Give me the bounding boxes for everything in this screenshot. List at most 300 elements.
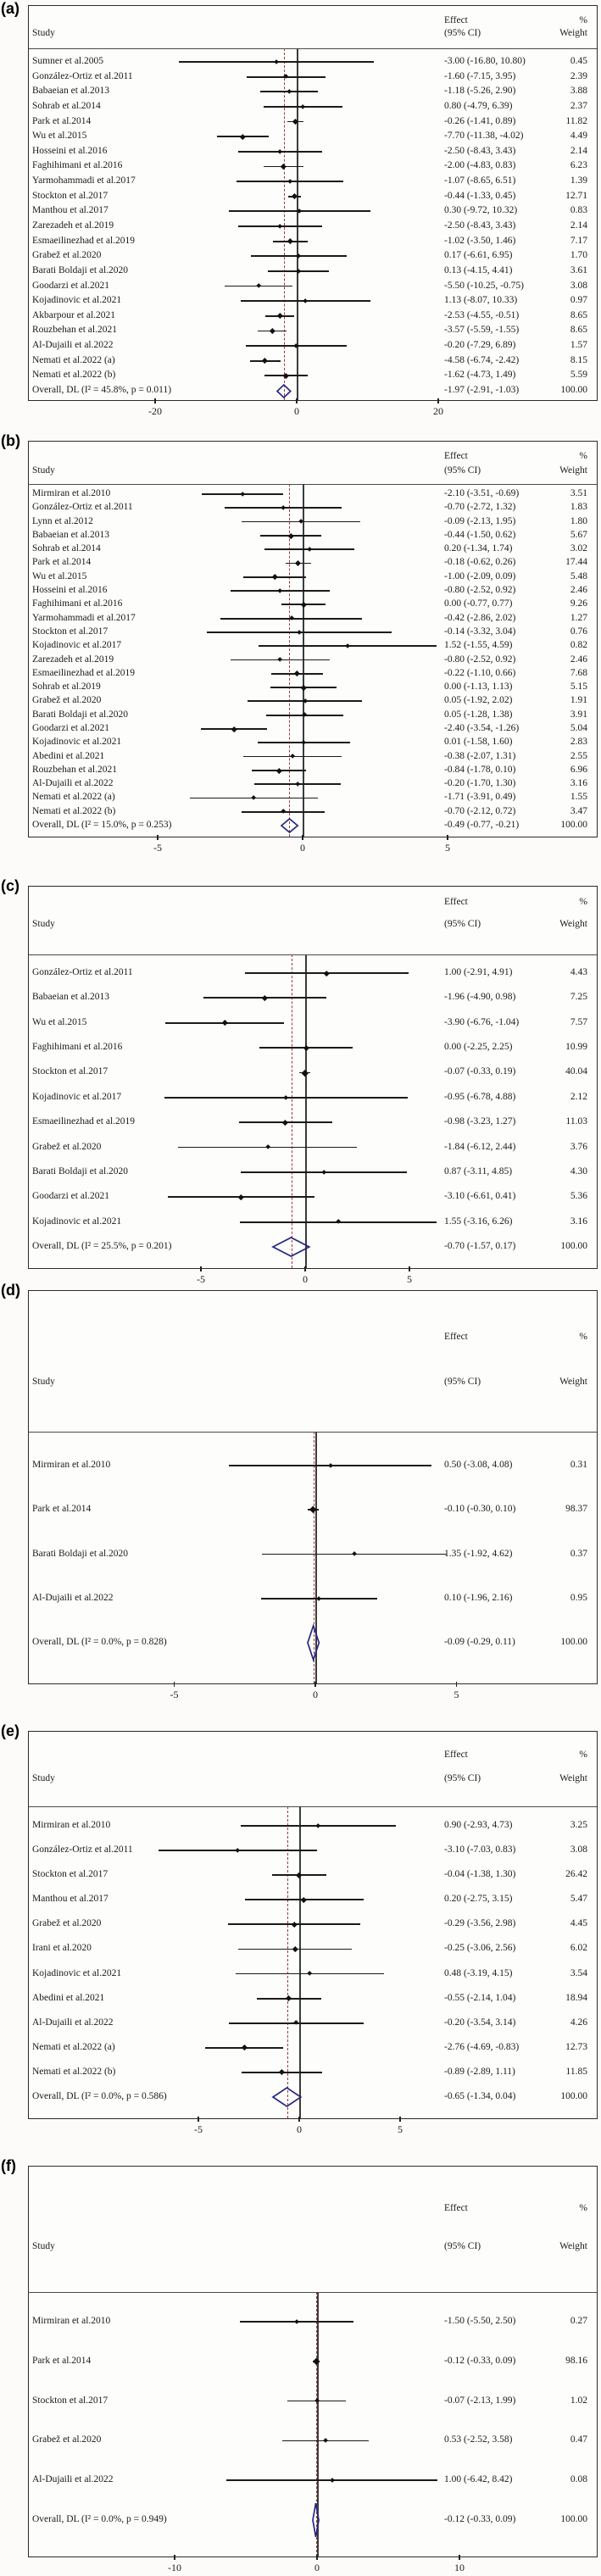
effect-value: -0.70 (-2.72, 1.32) (444, 502, 516, 513)
panel-label-d: (d) (1, 1282, 20, 1299)
study-name: Mirmiran et al.2010 (32, 1460, 111, 1470)
ci-marker (276, 768, 282, 774)
study-name: González-Ortiz et al.2011 (32, 967, 133, 977)
effect-value: 0.48 (-3.19, 4.15) (444, 1967, 513, 1978)
effect-value: -1.97 (-2.91, -1.03) (444, 385, 520, 395)
ci-marker (272, 575, 277, 580)
study-name: González-Ortiz et al.2011 (32, 502, 133, 513)
weight-value: 1.80 (570, 515, 587, 526)
weight-value: 1.55 (570, 792, 587, 803)
weight-value: 12.71 (565, 190, 587, 201)
axis-tick-label: 5 (407, 1273, 412, 1285)
weight-value: 3.25 (570, 1820, 587, 1830)
study-name: Park et al.2014 (32, 557, 92, 568)
overall-diamond (313, 2503, 319, 2537)
study-name: Kojadinovic et al.2017 (32, 640, 122, 651)
ci-marker (281, 810, 286, 815)
study-name: Goodarzi et al.2021 (32, 280, 110, 291)
effect-value: -3.10 (-7.03, 0.83) (444, 1844, 516, 1855)
weight-value: 2.83 (570, 737, 587, 748)
axis-tick-label: 5 (445, 842, 450, 854)
ci-marker (274, 59, 279, 64)
ci-marker (301, 685, 306, 690)
study-name: Barati Boldaji et al.2020 (32, 1166, 129, 1177)
column-header-pct: % (579, 15, 587, 25)
weight-value: 0.27 (570, 2316, 587, 2326)
axis-tick-label: -5 (153, 842, 162, 854)
pooled-estimate-dashed-line (284, 48, 285, 400)
ci-marker (282, 1120, 288, 1126)
header-divider (29, 1806, 597, 1807)
effect-value: -5.50 (-10.25, -0.75) (444, 280, 524, 291)
study-name: Al-Dujaili et al.2022 (32, 1592, 114, 1603)
study-name: Faghihimani et al.2016 (32, 160, 123, 171)
panel-label-a: (a) (1, 0, 19, 17)
overall-diamond (277, 385, 291, 398)
study-name: Sumner et al.2005 (32, 56, 103, 66)
study-name: Wu et al.2015 (32, 570, 87, 581)
effect-value: -2.53 (-4.55, -0.51) (444, 309, 520, 320)
effect-value: -0.22 (-1.10, 0.66) (444, 667, 516, 678)
study-name: Rouzbehan et al.2021 (32, 325, 117, 336)
ci-marker (324, 971, 329, 976)
column-header-effect: Effect (444, 2203, 468, 2213)
axis-tick-label: -10 (168, 2562, 181, 2573)
axis-tick-mark (447, 835, 448, 840)
effect-value: -0.26 (-1.41, 0.89) (444, 115, 516, 126)
column-header-effect: Effect (444, 15, 468, 25)
weight-value: 5.48 (570, 570, 587, 581)
column-header-effect: Effect (444, 1332, 468, 1342)
effect-value: -1.02 (-3.50, 1.46) (444, 235, 516, 246)
weight-value: 0.08 (570, 2474, 587, 2485)
effect-value: -0.44 (-1.33, 0.45) (444, 190, 516, 201)
column-header-weight: Weight (559, 1773, 587, 1783)
weight-value: 9.26 (570, 598, 587, 609)
study-name: Manthou et al.2017 (32, 1894, 109, 1905)
weight-value: 1.83 (570, 502, 587, 513)
axis-tick-mark (314, 1682, 316, 1687)
weight-value: 8.65 (570, 309, 587, 320)
effect-value: -3.57 (-5.59, -1.55) (444, 325, 520, 336)
ci-marker (336, 1220, 341, 1225)
header-divider (29, 1432, 597, 1433)
study-name: González-Ortiz et al.2011 (32, 1844, 133, 1855)
column-header-effect: Effect (444, 451, 468, 461)
column-header-study: Study (32, 465, 55, 476)
column-header-study: Study (32, 1377, 55, 1387)
weight-value: 40.04 (565, 1066, 587, 1077)
axis-tick-label: 10 (454, 2562, 465, 2573)
effect-value: 0.10 (-1.96, 2.16) (444, 1592, 513, 1603)
axis-tick-label: 0 (294, 405, 299, 417)
ci-marker (281, 505, 286, 510)
column-header-study: Study (32, 1773, 55, 1783)
weight-value: 12.73 (565, 2041, 587, 2052)
ci-marker (290, 754, 295, 759)
study-name: Park et al.2014 (32, 1504, 92, 1515)
weight-value: 17.44 (565, 557, 587, 568)
header-divider (29, 48, 597, 49)
effect-value: -2.50 (-8.43, 3.43) (444, 220, 516, 231)
ci-marker (294, 670, 300, 676)
effect-value: -1.60 (-7.15, 3.95) (444, 70, 516, 81)
overall-label: Overall, DL (I² = 45.8%, p = 0.011) (32, 385, 172, 395)
study-name: Park et al.2014 (32, 2355, 92, 2366)
axis-tick-label: 5 (454, 1689, 459, 1700)
panel-box-d (28, 1290, 598, 1684)
axis-tick-mark (304, 1266, 306, 1271)
weight-value: 98.37 (565, 1504, 587, 1515)
weight-value: 2.14 (570, 220, 587, 231)
effect-value: -0.18 (-0.62, 0.26) (444, 557, 516, 568)
weight-value: 3.47 (570, 805, 587, 816)
axis-tick-label: 0 (303, 1273, 308, 1285)
study-name: Wu et al.2015 (32, 131, 87, 142)
axis-tick-label: 0 (300, 842, 305, 854)
ci-marker (302, 1897, 307, 1902)
axis-tick-label: 0 (297, 2123, 302, 2135)
study-name: Stockton et al.2017 (32, 190, 109, 201)
ci-marker (277, 224, 282, 229)
effect-value: -3.10 (-6.61, 0.41) (444, 1191, 516, 1202)
weight-value: 18.94 (565, 1992, 587, 2003)
effect-value: 0.30 (-9.72, 10.32) (444, 205, 518, 216)
study-name: Wu et al.2015 (32, 1016, 87, 1027)
study-name: Park et al.2014 (32, 115, 92, 126)
study-name: Stockton et al.2017 (32, 1066, 109, 1077)
axis-tick-label: 0 (314, 2562, 320, 2573)
column-header-pct: % (579, 897, 587, 907)
ci-marker (292, 1946, 298, 1951)
ci-marker (278, 588, 283, 593)
study-name: Stockton et al.2017 (32, 1869, 109, 1880)
weight-value: 6.02 (570, 1943, 587, 1954)
effect-value: -4.58 (-6.74, -2.42) (444, 354, 520, 365)
weight-value: 1.91 (570, 695, 587, 706)
weight-value: 2.12 (570, 1091, 587, 1102)
study-name: Grabež et al.2020 (32, 1918, 102, 1929)
ci-marker (222, 1020, 228, 1026)
study-name: Rouzbehan et al.2021 (32, 764, 117, 775)
axis-tick-label: 20 (433, 405, 443, 417)
study-name: Babaeian et al.2013 (32, 529, 110, 540)
study-name: Hosseini et al.2016 (32, 145, 108, 156)
study-name: Stockton et al.2017 (32, 2395, 109, 2406)
overall-diamond (281, 819, 298, 832)
weight-value: 2.37 (570, 100, 587, 111)
axis-tick-mark (174, 1682, 175, 1687)
study-name: Grabež et al.2020 (32, 1141, 102, 1152)
effect-value: -0.98 (-3.23, 1.27) (444, 1116, 516, 1127)
effect-value: -0.44 (-1.50, 0.62) (444, 529, 516, 540)
weight-value: 1.39 (570, 175, 587, 186)
weight-value: 7.68 (570, 667, 587, 678)
effect-value: 1.00 (-2.91, 4.91) (444, 967, 513, 977)
study-name: Al-Dujaili et al.2022 (32, 2017, 114, 2028)
ci-marker (239, 1194, 244, 1199)
ci-marker (321, 1170, 326, 1175)
effect-value: 0.20 (-2.75, 3.15) (444, 1894, 513, 1905)
weight-value: 11.03 (565, 1116, 587, 1127)
effect-value: 0.90 (-2.93, 4.73) (444, 1820, 513, 1830)
weight-value: 100.00 (560, 2091, 587, 2101)
weight-value: 5.59 (570, 370, 587, 381)
ci-marker (278, 657, 283, 662)
effect-value: 0.00 (-1.13, 1.13) (444, 682, 513, 693)
study-name: Barati Boldaji et al.2020 (32, 709, 129, 720)
ci-marker (314, 2399, 320, 2404)
effect-value: -2.40 (-3.54, -1.26) (444, 722, 520, 733)
study-name: Faghihimani et al.2016 (32, 1042, 123, 1053)
panel-label-f: (f) (1, 2157, 16, 2174)
effect-value: -1.18 (-5.26, 2.90) (444, 86, 516, 97)
study-name: Sohrab et al.2014 (32, 100, 101, 111)
study-name: Nemati et al.2022 (b) (32, 370, 116, 381)
effect-value: -0.20 (-3.54, 3.14) (444, 2017, 516, 2028)
ci-marker (301, 104, 306, 109)
effect-value: -0.65 (-1.34, 0.04) (444, 2091, 516, 2101)
ci-marker (316, 1596, 321, 1601)
panel-box-c (28, 886, 598, 1269)
column-header-study: Study (32, 2241, 55, 2251)
study-name: Nemati et al.2022 (a) (32, 354, 115, 365)
column-header-ci: (95% CI) (444, 1773, 481, 1783)
study-name: Grabež et al.2020 (32, 695, 102, 706)
study-name: Yarmohammadi et al.2017 (32, 175, 136, 186)
study-name: Esmaeilinezhad et al.2019 (32, 1116, 136, 1127)
panel-label-e: (e) (1, 1722, 19, 1739)
effect-value: 0.05 (-1.92, 2.02) (444, 695, 513, 706)
effect-value: 0.13 (-4.15, 4.41) (444, 264, 513, 275)
effect-value: 0.87 (-3.11, 4.85) (444, 1166, 513, 1177)
effect-value: -1.50 (-5.50, 2.50) (444, 2316, 516, 2326)
column-header-weight: Weight (559, 465, 587, 476)
effect-value: -0.09 (-2.13, 1.95) (444, 515, 516, 526)
study-name: Al-Dujaili et al.2022 (32, 2474, 114, 2485)
axis-tick-mark (157, 835, 159, 840)
weight-value: 3.08 (570, 280, 587, 291)
ci-marker (287, 179, 292, 184)
axis-tick-mark (174, 2555, 175, 2560)
weight-value: 4.49 (570, 131, 587, 142)
effect-value: -0.12 (-0.33, 0.09) (444, 2355, 516, 2366)
overall-diamond (273, 2088, 301, 2106)
weight-value: 3.88 (570, 86, 587, 97)
column-header-ci: (95% CI) (444, 28, 481, 38)
axis-tick-mark (456, 1682, 458, 1687)
effect-value: -0.70 (-2.12, 0.72) (444, 805, 516, 816)
weight-value: 3.61 (570, 264, 587, 275)
weight-value: 100.00 (560, 1637, 587, 1647)
study-name: Akbarpour et al.2021 (32, 309, 116, 320)
effect-value: -0.55 (-2.14, 1.04) (444, 1992, 516, 2003)
weight-value: 6.96 (570, 764, 587, 775)
column-header-weight: Weight (559, 1377, 587, 1387)
axis-tick-mark (399, 2117, 401, 2122)
study-name: Goodarzi et al.2021 (32, 722, 110, 733)
ci-marker (293, 2021, 298, 2026)
study-name: Esmaeilinezhad et al.2019 (32, 235, 136, 246)
effect-value: -0.80 (-2.52, 0.92) (444, 585, 516, 596)
ci-marker (352, 1552, 357, 1557)
effect-value: -7.70 (-11.38, -4.02) (444, 131, 524, 142)
study-name: Irani et al.2020 (32, 1943, 92, 1954)
effect-value: -0.95 (-6.78, 4.88) (444, 1091, 516, 1102)
study-name: Grabež et al.2020 (32, 250, 102, 261)
weight-value: 3.51 (570, 488, 587, 498)
ci-marker (281, 164, 286, 169)
axis-tick-label: -5 (194, 2123, 203, 2135)
study-name: Zarezadeh et al.2019 (32, 220, 114, 231)
axis-tick-mark (409, 1266, 410, 1271)
effect-value: -0.20 (-7.29, 6.89) (444, 340, 516, 351)
weight-value: 10.99 (565, 1042, 587, 1053)
effect-value: -0.70 (-1.57, 0.17) (444, 1241, 516, 1251)
ci-marker (240, 492, 245, 497)
weight-value: 4.26 (570, 2017, 587, 2028)
study-name: Abedini et al.2021 (32, 1992, 105, 2003)
study-name: Kojadinovic et al.2017 (32, 1091, 122, 1102)
ci-marker (303, 298, 308, 303)
weight-value: 5.15 (570, 682, 587, 693)
weight-value: 0.37 (570, 1548, 587, 1559)
panel-box-e (28, 1731, 598, 2119)
effect-value: 1.00 (-6.42, 8.42) (444, 2474, 513, 2485)
ci-marker (312, 2357, 320, 2365)
study-name: González-Ortiz et al.2011 (32, 70, 133, 81)
effect-value: 0.01 (-1.58, 1.60) (444, 737, 513, 748)
axis-tick-label: 5 (398, 2123, 403, 2135)
effect-value: -0.84 (-1.78, 0.10) (444, 764, 516, 775)
study-name: Abedini et al.2021 (32, 750, 105, 761)
weight-value: 8.15 (570, 354, 587, 365)
weight-value: 0.83 (570, 205, 587, 216)
weight-value: 5.67 (570, 529, 587, 540)
ci-marker (262, 995, 268, 1001)
weight-value: 100.00 (560, 2514, 587, 2524)
effect-value: -0.10 (-0.30, 0.10) (444, 1504, 516, 1515)
panel-label-b: (b) (1, 432, 20, 449)
axis-tick-mark (298, 2117, 300, 2122)
weight-value: 11.82 (565, 115, 587, 126)
column-header-weight: Weight (559, 28, 587, 38)
weight-value: 11.85 (565, 2066, 587, 2077)
weight-value: 6.23 (570, 160, 587, 171)
effect-value: -0.89 (-2.89, 1.11) (444, 2066, 515, 2077)
effect-value: -0.20 (-1.70, 1.30) (444, 778, 516, 789)
column-header-pct: % (579, 1332, 587, 1342)
overall-diamond (308, 1626, 319, 1660)
ci-marker (294, 2319, 299, 2324)
ci-marker (315, 1823, 320, 1828)
ci-marker (287, 238, 293, 244)
weight-value: 0.95 (570, 1592, 587, 1603)
effect-value: -0.29 (-3.56, 2.98) (444, 1918, 516, 1929)
column-header-effect: Effect (444, 897, 468, 907)
ci-marker (301, 1070, 308, 1077)
effect-value: -1.62 (-4.73, 1.49) (444, 370, 516, 381)
effect-value: -0.42 (-2.86, 2.02) (444, 612, 516, 623)
weight-value: 98.16 (565, 2355, 587, 2366)
weight-value: 100.00 (560, 820, 587, 830)
effect-value: -0.80 (-2.52, 0.92) (444, 654, 516, 665)
ci-marker (330, 2478, 335, 2483)
study-name: Stockton et al.2017 (32, 626, 109, 637)
column-header-ci: (95% CI) (444, 919, 481, 929)
ci-marker (292, 1922, 297, 1927)
effect-value: -0.38 (-2.07, 1.31) (444, 750, 516, 761)
effect-value: -0.14 (-3.32, 3.04) (444, 626, 516, 637)
effect-value: -3.00 (-16.80, 10.80) (444, 56, 526, 66)
weight-value: 0.97 (570, 295, 587, 306)
overall-label: Overall, DL (I² = 25.5%, p = 0.201) (32, 1241, 172, 1251)
weight-value: 4.43 (570, 967, 587, 977)
effect-value: -0.07 (-2.13, 1.99) (444, 2395, 516, 2406)
ci-marker (277, 313, 283, 319)
weight-value: 3.16 (570, 778, 587, 789)
weight-value: 3.54 (570, 1967, 587, 1978)
ci-marker (242, 2045, 248, 2050)
weight-value: 5.47 (570, 1894, 587, 1905)
ci-marker (307, 1971, 312, 1976)
weight-value: 0.82 (570, 640, 587, 651)
study-name: Babaeian et al.2013 (32, 86, 110, 97)
weight-value: 1.57 (570, 340, 587, 351)
study-name: Sohrab et al.2014 (32, 543, 101, 554)
weight-value: 2.46 (570, 585, 587, 596)
weight-value: 3.16 (570, 1216, 587, 1227)
effect-value: -1.71 (-3.91, 0.49) (444, 792, 516, 803)
study-name: Kojadinovic et al.2021 (32, 737, 122, 748)
ci-marker (295, 560, 301, 566)
ci-marker (295, 782, 300, 787)
column-header-study: Study (32, 919, 55, 929)
column-header-weight: Weight (559, 919, 587, 929)
column-header-pct: % (579, 2203, 587, 2213)
effect-value: -1.07 (-8.65, 6.51) (444, 175, 516, 186)
effect-value: -0.12 (-0.33, 0.09) (444, 2514, 516, 2524)
study-name: Lynn et al.2012 (32, 515, 93, 526)
weight-value: 3.76 (570, 1141, 587, 1152)
ci-marker (270, 328, 275, 334)
weight-value: 5.04 (570, 722, 587, 733)
weight-value: 4.30 (570, 1166, 587, 1177)
study-name: Barati Boldaji et al.2020 (32, 264, 129, 275)
ci-marker (301, 740, 306, 745)
weight-value: 2.14 (570, 145, 587, 156)
weight-value: 1.27 (570, 612, 587, 623)
effect-value: -0.04 (-1.38, 1.30) (444, 1869, 516, 1880)
axis-tick-label: -20 (148, 405, 162, 417)
effect-value: 0.00 (-0.77, 0.77) (444, 598, 513, 609)
weight-value: 8.65 (570, 325, 587, 336)
study-name: Barati Boldaji et al.2020 (32, 1548, 129, 1559)
ci-marker (235, 1848, 240, 1853)
column-header-weight: Weight (559, 2241, 587, 2251)
effect-value: 1.13 (-8.07, 10.33) (444, 295, 518, 306)
study-name: Zarezadeh et al.2019 (32, 654, 114, 665)
study-name: Nemati et al.2022 (a) (32, 792, 115, 803)
weight-value: 2.39 (570, 70, 587, 81)
weight-value: 3.08 (570, 1844, 587, 1855)
axis-tick-mark (198, 2117, 199, 2122)
effect-value: 1.52 (-1.55, 4.59) (444, 640, 513, 651)
column-header-pct: % (579, 451, 587, 461)
effect-value: 0.17 (-6.61, 6.95) (444, 250, 513, 261)
axis-tick-label: -5 (170, 1689, 179, 1700)
effect-value: 1.55 (-3.16, 6.26) (444, 1216, 513, 1227)
